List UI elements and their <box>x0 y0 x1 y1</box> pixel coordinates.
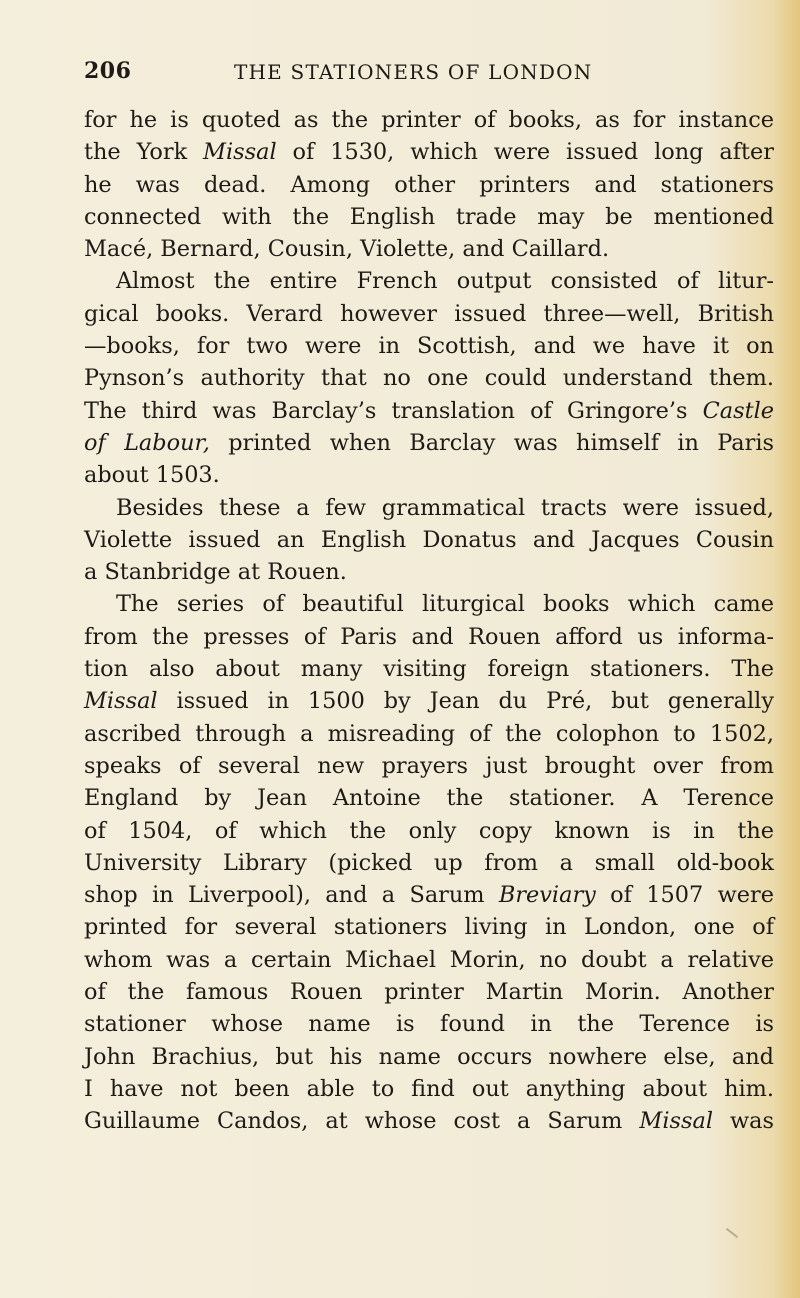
text-line: gical books. Verard however issued three—well, British <box>84 300 774 327</box>
text-line: whom was a certain Michael Morin, no doubt a relative <box>84 946 774 973</box>
italic-title: Breviary <box>498 882 596 909</box>
italic-title: Missal <box>639 1108 713 1135</box>
text-line: of 1504, of which the only copy known is in the <box>84 817 774 844</box>
text-line: Besides these a few grammatical tracts were issued, <box>116 494 774 521</box>
page-header <box>84 58 774 90</box>
text-line: tion also about many visiting foreign stationers. The <box>84 656 774 683</box>
text-line: The third was Barclay’s translation of Gringore’s Castle <box>84 397 774 424</box>
body-text <box>84 104 774 1138</box>
page-edge-shading <box>774 0 800 1298</box>
text-line: connected with the English trade may be mentioned <box>84 203 774 230</box>
text-line: shop in Liverpool), and a Sarum Breviary of 1507 were <box>84 882 774 909</box>
text-line: stationer whose name is found in the Terence is <box>84 1011 774 1038</box>
page-number: 206 <box>84 58 132 84</box>
text-line: University Library (picked up from a small old-book <box>84 849 774 876</box>
text-line: the York Missal of 1530, which were issued long after <box>84 139 774 166</box>
italic-title: Missal <box>84 688 158 715</box>
text-line: speaks of several new prayers just brought over from <box>84 752 774 779</box>
text-line: of Labour, printed when Barclay was himself in Paris <box>84 429 774 456</box>
text-line: Violette issued an English Donatus and Jacques Cousin <box>84 526 774 553</box>
text-line: a Stanbridge at Rouen. <box>84 559 347 586</box>
running-title: THE STATIONERS OF LONDON <box>234 60 593 84</box>
italic-title: Missal <box>203 139 277 166</box>
text-line: of the famous Rouen printer Martin Morin. Another <box>84 979 774 1006</box>
text-line: ascribed through a misreading of the colophon to 1502, <box>84 720 774 747</box>
text-line: England by Jean Antoine the stationer. A Terence <box>84 785 774 812</box>
italic-title: of Labour, <box>84 429 210 456</box>
text-line: Pynson’s authority that no one could understand them. <box>84 365 774 392</box>
text-line: for he is quoted as the printer of books, as for instance <box>84 107 774 133</box>
text-line: from the presses of Paris and Rouen afford us informa- <box>84 623 774 650</box>
text-line: Guillaume Candos, at whose cost a Sarum Missal was <box>84 1108 775 1135</box>
text-line: printed for several stationers living in London, one of <box>84 914 774 941</box>
text-line: Missal issued in 1500 by Jean du Pré, but generally <box>84 688 774 715</box>
text-line: —books, for two were in Scottish, and we have it on <box>84 333 774 360</box>
text-line: The series of beautiful liturgical books which came <box>116 591 774 618</box>
text-line: John Brachius, but his name occurs nowhere else, and <box>84 1043 774 1070</box>
text-line: Macé, Bernard, Cousin, Violette, and Caillard. <box>84 236 610 263</box>
text-line: about 1503. <box>84 462 220 489</box>
text-line: Almost the entire French output consisted of litur- <box>116 268 774 295</box>
text-line: he was dead. Among other printers and stationers <box>84 171 774 198</box>
text-line: I have not been able to find out anything about him. <box>84 1075 774 1102</box>
italic-title: Castle <box>702 397 774 424</box>
page-blemish <box>726 1228 738 1238</box>
